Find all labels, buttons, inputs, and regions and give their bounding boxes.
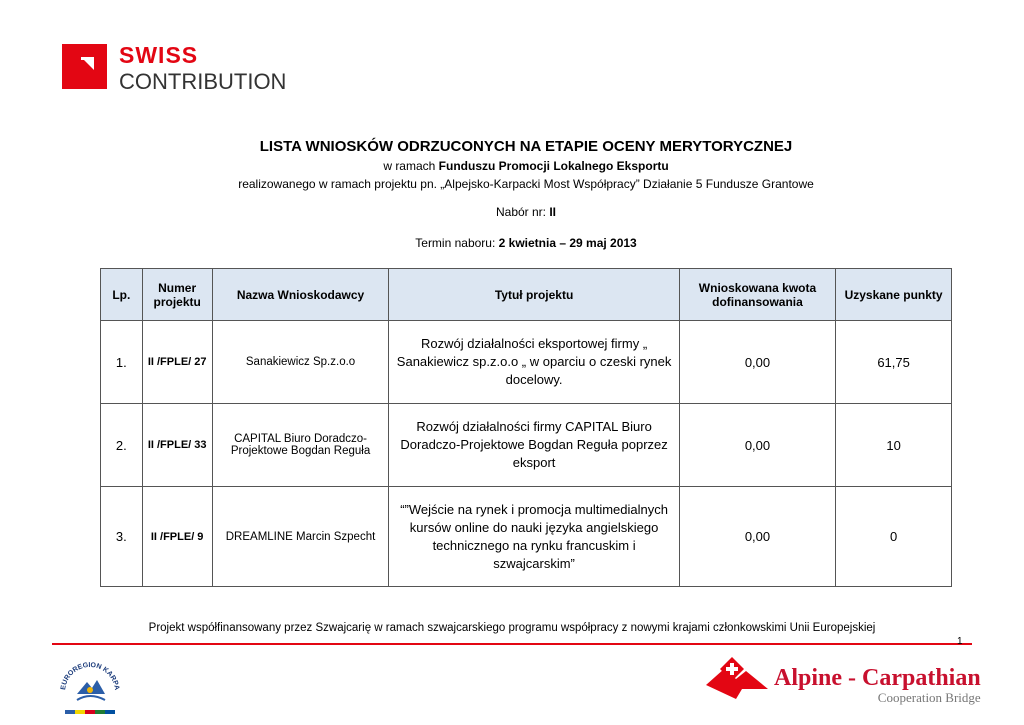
row-amount: 0,00 <box>679 404 835 487</box>
project-line: realizowanego w ramach projektu pn. „Alpejsko-Karpacki Most Współpracy” Działanie 5 Fundusze Grantowe <box>238 177 814 191</box>
header-points: Uzyskane punkty <box>836 269 952 321</box>
swiss-cross-mountain-icon <box>706 655 768 701</box>
euroregion-logo-text: EUROREGION KARPA <box>60 661 121 691</box>
row-points: 10 <box>836 404 952 487</box>
row-number: II /FPLE/ 33 <box>142 404 212 487</box>
row-number: II /FPLE/ 9 <box>142 487 212 587</box>
logo-contribution-text: CONTRIBUTION <box>119 69 287 94</box>
footer-divider <box>52 643 972 645</box>
cooperation-bridge-subtitle: Cooperation Bridge <box>877 690 981 705</box>
row-applicant: CAPITAL Biuro Doradczo-Projektowe Bogdan Reguła <box>212 404 389 487</box>
page-title: LISTA WNIOSKÓW ODRZUCONYCH NA ETAPIE OCENY MERYTORYCZNEJ <box>259 138 793 155</box>
header-amount: Wnioskowana kwota dofinansowania <box>679 269 835 321</box>
header-applicant: Nazwa Wnioskodawcy <box>212 269 389 321</box>
fund-line-prefix: w ramach <box>383 159 439 173</box>
row-title: “”Wejście na rynek i promocja multimedialnych kursów online do nauki języka angielskiego technicznego na rynku francuskim i szwajcarskim” <box>389 487 679 587</box>
row-lp: 3. <box>101 487 143 587</box>
euroregion-karpacki-logo <box>55 652 125 720</box>
row-lp: 2. <box>101 404 143 487</box>
alpine-carpathian-title: Alpine - Carpathian <box>774 665 981 691</box>
row-lp: 1. <box>101 321 143 404</box>
swiss-logo-mark-icon <box>62 44 107 89</box>
fund-name: Funduszu Promocji Lokalnego Eksportu <box>438 159 669 173</box>
row-title: Rozwój działalności firmy CAPITAL Biuro Doradczo-Projektowe Bogdan Reguła poprzez eksport <box>389 404 679 487</box>
nabor-value: II <box>549 205 557 219</box>
row-amount: 0,00 <box>679 487 835 587</box>
row-title: Rozwój działalności eksportowej firmy „ Sanakiewicz sp.z.o.o „ w oparciu o czeski rynek docelowy. <box>389 321 679 404</box>
nabor-label: Nabór nr: <box>495 205 550 219</box>
header-lp: Lp. <box>101 269 143 321</box>
header-title: Tytuł projektu <box>389 269 679 321</box>
alpine-carpathian-logo <box>706 655 981 704</box>
termin-line <box>100 236 952 250</box>
termin-label: Termin naboru: <box>415 236 499 250</box>
page-number: 1 <box>957 636 963 647</box>
swiss-contribution-logo <box>62 44 286 93</box>
termin-value: 2 kwietnia – 29 maj 2013 <box>498 236 637 250</box>
euroregion-logo-icon <box>55 652 125 720</box>
header-number: Numer projektu <box>142 269 212 321</box>
logo-swiss-text: SWISS <box>119 42 199 68</box>
row-applicant: Sanakiewicz Sp.z.o.o <box>212 321 389 404</box>
rejected-applications-table <box>100 268 952 587</box>
document-header <box>100 138 952 250</box>
table-row <box>101 321 952 404</box>
table-row <box>101 404 952 487</box>
table-row <box>101 487 952 587</box>
cofinancing-note: Projekt współfinansowany przez Szwajcarię w ramach szwajcarskiego programu współpracy z nowymi krajami członkowskimi Unii Europejskiej <box>148 622 876 634</box>
row-applicant: DREAMLINE Marcin Szpecht <box>212 487 389 587</box>
row-number: II /FPLE/ 27 <box>142 321 212 404</box>
row-points: 61,75 <box>836 321 952 404</box>
nabor-line <box>100 205 952 219</box>
fund-line <box>100 159 952 173</box>
row-amount: 0,00 <box>679 321 835 404</box>
table-header-row <box>101 269 952 321</box>
row-points: 0 <box>836 487 952 587</box>
